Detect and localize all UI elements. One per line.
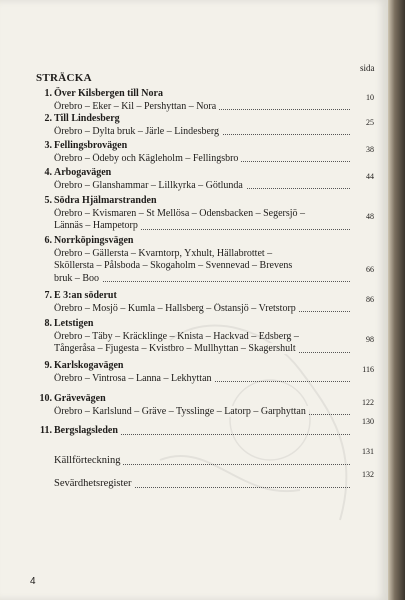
toc-entry-route: [54, 343, 374, 356]
toc-entry-number: 9.: [44, 360, 52, 371]
toc-entry-route: [54, 406, 374, 419]
appendix-entry-page: 131: [362, 447, 374, 456]
toc-entry-title: Norrköpingsvägen: [54, 235, 134, 246]
appendix-entry-title-text: Källförteckning: [54, 455, 123, 466]
appendix-entry-title: [54, 455, 374, 468]
sida-column-header: sida: [360, 63, 375, 73]
toc-entry-page: 130: [362, 417, 374, 426]
toc-entry-page: 25: [366, 117, 374, 127]
toc-entry-route-text: Örebro – Vintrosa – Lanna – Lekhyttan: [54, 373, 215, 384]
toc-entry-title: E 3:an söderut: [54, 290, 117, 301]
toc-entry-title: Till Lindesberg: [54, 113, 120, 124]
toc-entry-page: 122: [362, 397, 374, 407]
toc-entry-title: Fellingsbrovägen: [54, 140, 128, 151]
toc-entry-number: 8.: [44, 318, 52, 329]
toc-entry-page: 86: [366, 294, 374, 304]
toc-entry-page: 38: [366, 144, 374, 154]
toc-entry-number: 4.: [44, 167, 52, 178]
toc-entry-route-text: Örebro – Ödeby och Kägleholm – Fellingsbro: [54, 153, 241, 164]
toc-entry-page: 98: [366, 335, 374, 344]
toc-entry-route: Örebro – Kvismaren – St Mellösa – Odensbacken – Segersjö –: [54, 207, 306, 219]
toc-entry-number: 2.: [44, 113, 52, 124]
toc-entry-route-text: Örebro – Glanshammar – Lillkyrka – Götlunda: [54, 180, 246, 191]
toc-entry-route: Örebro – Täby – Kräcklinge – Knista – Hackvad – Edsberg –: [54, 330, 299, 342]
toc-entry-route: [54, 220, 374, 233]
toc-entry-title: Grävevägen: [54, 393, 106, 404]
toc-entry-page: 44: [366, 171, 374, 181]
toc-entry-number: 6.: [44, 235, 52, 246]
toc-entry-title: Letstigen: [54, 318, 94, 329]
toc-entry-route-text: Lännäs – Hampetorp: [54, 220, 141, 231]
toc-entry-route: [54, 153, 374, 166]
toc-entry-number: 1.: [44, 88, 52, 99]
toc-entry-route-text: Örebro – Karlslund – Gräve – Tysslinge – Latorp – Garphyttan: [54, 406, 309, 417]
toc-entry-route-text: Örebro – Dylta bruk – Järle – Lindesberg: [54, 126, 222, 137]
toc-entry-number: 5.: [44, 195, 52, 206]
toc-entry-route: [54, 373, 374, 386]
toc-entry-number: 10.: [39, 393, 52, 404]
toc-entry-route: [54, 126, 374, 139]
toc-entry-number: 3.: [44, 140, 52, 151]
toc-entry-page: 66: [366, 264, 374, 274]
appendix-entry-title: [54, 478, 374, 491]
toc-entry-number: 7.: [44, 290, 52, 301]
toc-entry-route: Sköllersta – Pålsboda – Skogaholm – Svennevad – Brevens: [54, 260, 293, 271]
toc-entry-title: Södra Hjälmarstranden: [54, 195, 157, 206]
appendix-entry-title-text: Sevärdhetsregister: [54, 478, 135, 489]
toc-entry-route: [54, 101, 374, 114]
toc-entry-page: 116: [362, 364, 374, 374]
toc-entry-route: [54, 303, 374, 316]
toc-entry-page: 10: [366, 92, 374, 102]
toc-entry-number: 11.: [40, 425, 52, 436]
toc-entry-route-text: Örebro – Eker – Kil – Pershyttan – Nora: [54, 101, 219, 112]
toc-entry-route: [54, 273, 374, 286]
toc-entry-route-text: Tångeråsa – Fjugesta – Kvistbro – Mullhyttan – Skagershult: [54, 343, 299, 354]
page-number: 4: [30, 576, 36, 587]
toc-entry-title: Arbogavägen: [54, 167, 112, 178]
toc-entry-title-text: Bergslagsleden: [54, 425, 121, 436]
appendix-entry-page: 132: [362, 470, 374, 479]
toc-entry-title: Över Kilsbergen till Nora: [54, 88, 163, 99]
toc-entry-route: [54, 180, 374, 193]
toc-entry-route-text: bruk – Boo: [54, 273, 102, 284]
toc-entry-title: [54, 425, 374, 438]
stracka-heading: STRÄCKA: [36, 72, 92, 84]
toc-entry-route: Örebro – Gällersta – Kvarntorp, Yxhult, Hällabrottet –: [54, 247, 273, 259]
book-spine: [388, 0, 405, 600]
toc-entry-page: 48: [366, 212, 374, 221]
toc-entry-title: Karlskogavägen: [54, 360, 124, 371]
toc-entry-route-text: Örebro – Mosjö – Kumla – Hallsberg – Östansjö – Vretstorp: [54, 303, 299, 314]
